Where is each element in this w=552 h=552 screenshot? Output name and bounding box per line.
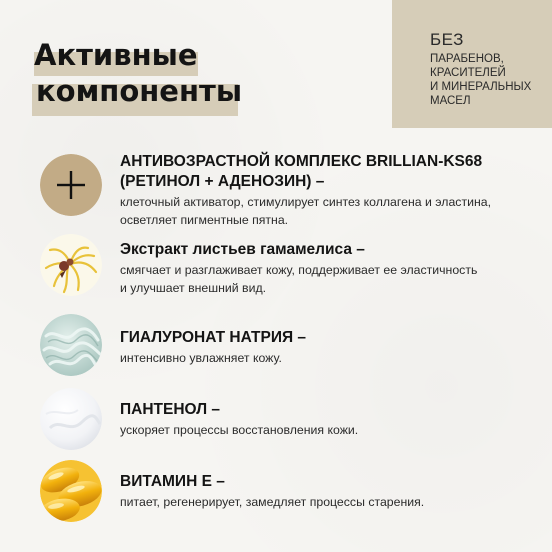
ingredient-description bbox=[120, 349, 540, 367]
badge-text bbox=[430, 52, 548, 108]
ingredient-heading bbox=[120, 400, 540, 420]
description-line: осветляет пигментные пятна. bbox=[120, 213, 289, 227]
heading-line: ВИТАМИН Е – bbox=[120, 473, 225, 490]
ingredient-heading bbox=[120, 240, 540, 260]
page-title bbox=[28, 38, 242, 108]
title-text-2: компоненты bbox=[36, 74, 243, 108]
ingredient-heading bbox=[120, 328, 540, 348]
description-line: смягчает и разглаживает кожу, поддерживает ее эластичность bbox=[120, 263, 478, 277]
badge-line: МАСЕЛ bbox=[430, 95, 471, 107]
description-line: интенсивно увлажняет кожу. bbox=[120, 351, 282, 365]
heading-line: (РЕТИНОЛ + АДЕНОЗИН) – bbox=[120, 173, 325, 190]
description-line: клеточный активатор, стимулирует синтез коллагена и эластина, bbox=[120, 195, 491, 209]
free-from-badge bbox=[392, 0, 552, 128]
ingredient-heading bbox=[120, 472, 540, 492]
ingredient-description bbox=[120, 493, 540, 511]
heading-line: АНТИВОЗРАСТНОЙ КОМПЛЕКС BRILLIAN-KS68 bbox=[120, 153, 483, 170]
plus-icon bbox=[40, 154, 102, 216]
witch-hazel-icon bbox=[40, 234, 102, 296]
hyaluronate-gel-icon bbox=[40, 314, 102, 376]
ingredient-heading bbox=[120, 152, 540, 192]
title-line-1 bbox=[34, 38, 198, 72]
description-line: ускоряет процессы восстановления кожи. bbox=[120, 423, 359, 437]
badge-line: ПАРАБЕНОВ, bbox=[430, 53, 504, 65]
title-text-1: Активные bbox=[34, 38, 198, 72]
badge-heading: БЕЗ bbox=[430, 30, 464, 49]
heading-line: ГИАЛУРОНАТ НАТРИЯ – bbox=[120, 329, 307, 346]
vitamin-e-capsules-icon bbox=[40, 460, 102, 522]
title-line-2 bbox=[36, 74, 242, 108]
cream-icon bbox=[40, 388, 102, 450]
heading-line: ПАНТЕНОЛ – bbox=[120, 401, 221, 418]
ingredient-description bbox=[120, 193, 540, 229]
ingredient-description bbox=[120, 261, 540, 297]
ingredient-description bbox=[120, 421, 540, 439]
heading-line: Экстракт листьев гамамелиса – bbox=[120, 241, 365, 258]
description-line: и улучшает внешний вид. bbox=[120, 281, 267, 295]
description-line: питает, регенерирует, замедляет процессы старения. bbox=[120, 495, 425, 509]
badge-line: КРАСИТЕЛЕЙ bbox=[430, 67, 506, 79]
badge-line: И МИНЕРАЛЬНЫХ bbox=[430, 81, 532, 93]
